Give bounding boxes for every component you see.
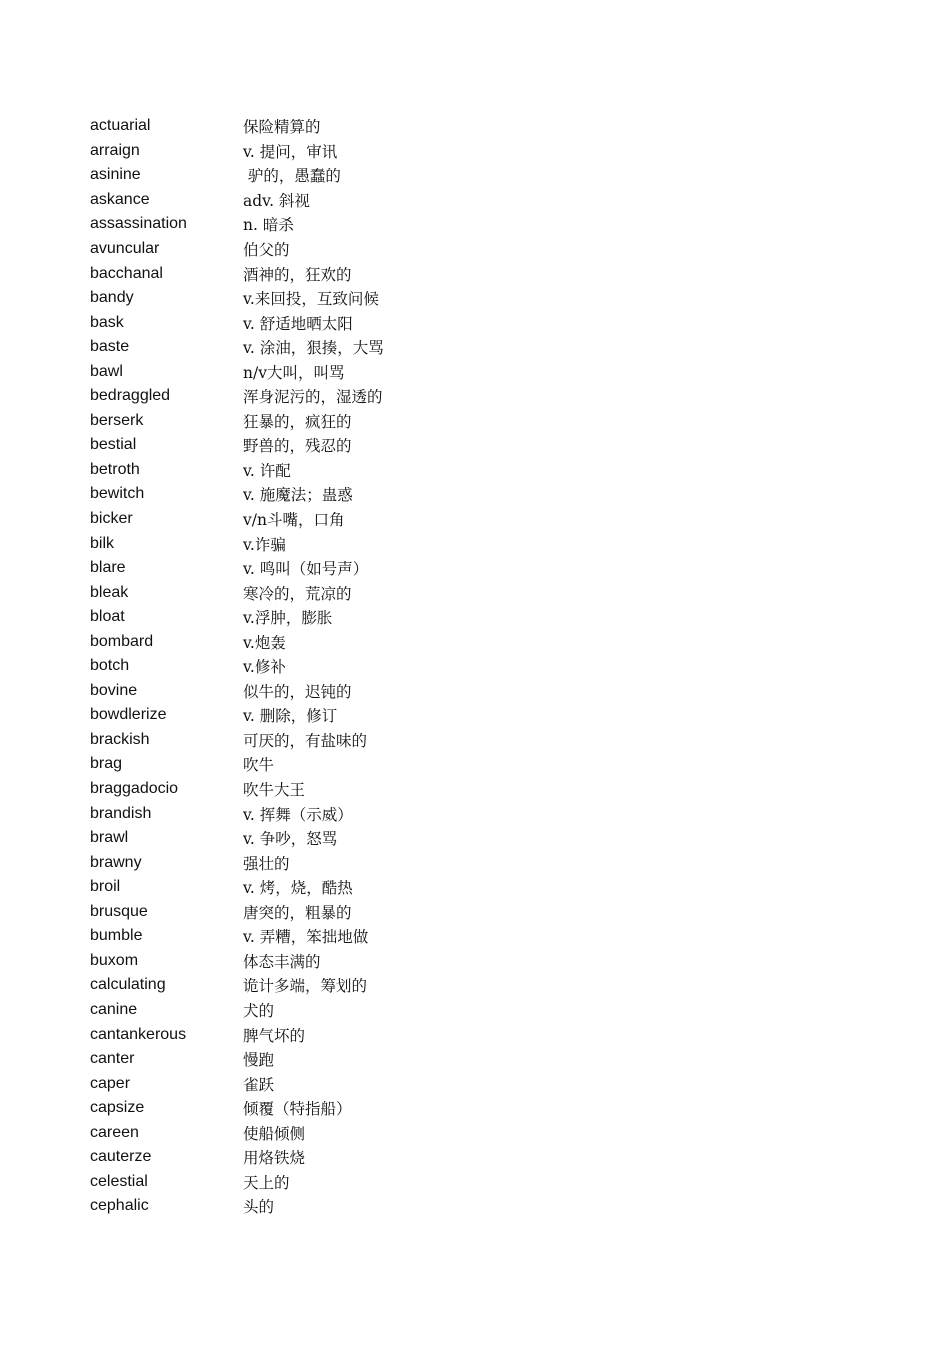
vocab-entry — [90, 1047, 384, 1072]
vocab-entry — [90, 752, 384, 777]
vocab-meaning: 野兽的，残忍的 — [243, 437, 352, 456]
vocab-meaning: 体态丰满的 — [243, 952, 321, 971]
vocab-entry — [90, 801, 384, 826]
vocab-meaning: 保险精算的 — [243, 118, 321, 137]
vocab-word: calculating — [90, 976, 166, 994]
vocab-entry — [90, 286, 384, 311]
vocab-word: cephalic — [90, 1197, 149, 1215]
vocab-entry — [90, 1071, 384, 1096]
vocab-meaning: v.修补 — [243, 658, 286, 677]
vocab-word: arraign — [90, 141, 140, 159]
vocab-entry — [90, 212, 384, 237]
vocab-word: braggadocio — [90, 780, 179, 798]
vocab-entry — [90, 507, 384, 532]
vocab-entry — [90, 1096, 384, 1121]
vocab-meaning: 强壮的 — [243, 854, 290, 873]
vocab-meaning: v.炮轰 — [243, 633, 286, 652]
vocab-entry — [90, 409, 384, 434]
vocab-word: bicker — [90, 510, 133, 528]
vocab-meaning: v. 烤，烧，酷热 — [243, 879, 353, 898]
vocab-word: avuncular — [90, 240, 160, 257]
vocab-meaning: n/v大叫，叫骂 — [243, 363, 345, 382]
vocab-entry — [90, 1194, 384, 1219]
vocab-meaning: 头的 — [243, 1198, 275, 1217]
vocab-word: bestial — [90, 436, 137, 454]
vocab-word: berserk — [90, 411, 144, 429]
vocab-entry — [90, 654, 384, 679]
vocab-word: cantankerous — [90, 1025, 187, 1043]
vocabulary-list — [90, 114, 384, 1219]
vocab-word: asinine — [90, 166, 141, 184]
vocab-word: baste — [90, 338, 130, 356]
vocab-word: brackish — [90, 730, 150, 748]
vocab-word: bombard — [90, 632, 154, 650]
vocab-meaning: v. 施魔法；蛊惑 — [243, 486, 353, 505]
vocab-meaning: v. 许配 — [243, 461, 291, 480]
vocab-word: buxom — [90, 951, 139, 969]
vocab-entry — [90, 949, 384, 974]
vocab-meaning: v. 舒适地晒太阳 — [243, 314, 353, 333]
vocab-meaning: 驴的，愚蠢的 — [243, 167, 341, 186]
vocab-word: blare — [90, 559, 126, 577]
vocab-meaning: 酒神的，狂欢的 — [243, 265, 352, 284]
vocab-meaning: 浑身泥污的，湿透的 — [243, 388, 383, 407]
vocab-word: bacchanal — [90, 264, 163, 282]
vocab-meaning: adv. 斜视 — [243, 191, 310, 210]
vocab-meaning: v.诈骗 — [243, 535, 286, 554]
vocab-entry — [90, 1145, 384, 1170]
vocab-word: bewitch — [90, 485, 145, 503]
vocab-entry — [90, 188, 384, 213]
vocab-meaning: 倾覆（特指船） — [243, 1100, 352, 1119]
vocab-word: caper — [90, 1074, 131, 1092]
vocab-meaning: 使船倾侧 — [243, 1124, 306, 1143]
vocab-meaning: n. 暗杀 — [243, 216, 294, 235]
vocab-word: bask — [90, 313, 124, 331]
vocab-word: botch — [90, 657, 130, 675]
vocab-meaning: 伯父的 — [243, 241, 290, 259]
vocab-meaning: 脾气坏的 — [243, 1026, 306, 1045]
vocab-entry — [90, 139, 384, 164]
vocab-word: bumble — [90, 927, 143, 945]
vocab-meaning: 吹牛 — [243, 756, 275, 775]
vocab-word: cauterze — [90, 1148, 152, 1166]
vocab-word: brandish — [90, 804, 152, 822]
vocab-word: bilk — [90, 534, 115, 552]
vocab-meaning: 似牛的，迟钝的 — [243, 682, 352, 701]
vocab-word: askance — [90, 190, 150, 208]
vocab-entry — [90, 629, 384, 654]
vocab-word: bovine — [90, 681, 138, 699]
vocab-entry — [90, 433, 384, 458]
vocab-meaning: v. 删除，修订 — [243, 707, 338, 726]
vocab-word: capsize — [90, 1099, 145, 1117]
vocab-meaning: 雀跃 — [243, 1075, 275, 1094]
vocab-entry — [90, 900, 384, 925]
vocab-meaning: 寒冷的，荒凉的 — [243, 584, 352, 603]
vocab-word: broil — [90, 878, 121, 896]
vocab-entry — [90, 875, 384, 900]
vocab-word: bedraggled — [90, 387, 171, 405]
vocab-entry — [90, 850, 384, 875]
vocab-word: careen — [90, 1123, 139, 1141]
vocab-meaning: v. 弄糟，笨拙地做 — [243, 928, 369, 947]
vocab-meaning: 狂暴的，疯狂的 — [243, 412, 352, 431]
vocab-entry — [90, 384, 384, 409]
vocab-word: bawl — [90, 362, 123, 380]
vocab-meaning: 慢跑 — [243, 1051, 275, 1070]
vocab-entry — [90, 335, 384, 360]
vocab-entry — [90, 237, 384, 262]
vocab-meaning: v. 涂油，狠揍，大骂 — [243, 339, 384, 358]
vocab-entry — [90, 531, 384, 556]
vocab-entry — [90, 482, 384, 507]
vocab-word: canine — [90, 1000, 138, 1018]
vocab-meaning: v. 争吵，怒骂 — [243, 830, 338, 849]
vocab-entry — [90, 261, 384, 286]
vocab-word: brusque — [90, 902, 148, 920]
vocab-entry — [90, 998, 384, 1023]
vocab-meaning: v/n斗嘴，口角 — [243, 511, 345, 530]
vocab-entry — [90, 1120, 384, 1145]
vocab-entry — [90, 826, 384, 851]
vocab-entry — [90, 310, 384, 335]
vocab-meaning: 用烙铁烧 — [243, 1149, 306, 1168]
vocab-word: bandy — [90, 289, 134, 307]
vocab-entry — [90, 1170, 384, 1195]
vocab-word: bloat — [90, 608, 125, 626]
vocab-entry — [90, 924, 384, 949]
vocab-word: bleak — [90, 583, 129, 601]
vocab-entry — [90, 973, 384, 998]
vocab-meaning: v. 挥舞（示威） — [243, 805, 353, 824]
vocab-entry — [90, 703, 384, 728]
vocab-entry — [90, 556, 384, 581]
vocab-entry — [90, 359, 384, 384]
vocab-entry — [90, 458, 384, 483]
vocab-meaning: v. 提问，审讯 — [243, 142, 338, 161]
vocab-word: bowdlerize — [90, 706, 167, 724]
vocab-entry — [90, 114, 384, 139]
vocab-entry — [90, 605, 384, 630]
vocab-entry — [90, 163, 384, 188]
vocab-entry — [90, 679, 384, 704]
vocab-meaning: 吹牛大王 — [243, 781, 306, 800]
vocab-meaning: v.来回投，互致问候 — [243, 290, 379, 309]
vocab-word: actuarial — [90, 117, 151, 135]
vocab-meaning: 诡计多端，筹划的 — [243, 977, 368, 996]
vocab-meaning: v.浮肿，膨胀 — [243, 609, 333, 628]
vocab-meaning: 可厌的，有盐味的 — [243, 731, 368, 750]
vocab-meaning: 唐突的，粗暴的 — [243, 903, 352, 922]
vocab-meaning: v. 鸣叫（如号声） — [243, 560, 369, 579]
vocab-entry — [90, 1022, 384, 1047]
vocab-word: brag — [90, 755, 123, 773]
vocab-word: brawl — [90, 829, 129, 847]
vocab-entry — [90, 580, 384, 605]
vocab-word: canter — [90, 1050, 135, 1068]
vocab-word: brawny — [90, 853, 142, 871]
vocab-word: celestial — [90, 1172, 148, 1190]
vocab-meaning: 天上的 — [243, 1173, 290, 1192]
vocab-entry — [90, 777, 384, 802]
vocab-word: assassination — [90, 215, 187, 233]
vocab-entry — [90, 728, 384, 753]
vocab-meaning: 犬的 — [243, 1001, 275, 1020]
vocab-word: betroth — [90, 460, 140, 478]
